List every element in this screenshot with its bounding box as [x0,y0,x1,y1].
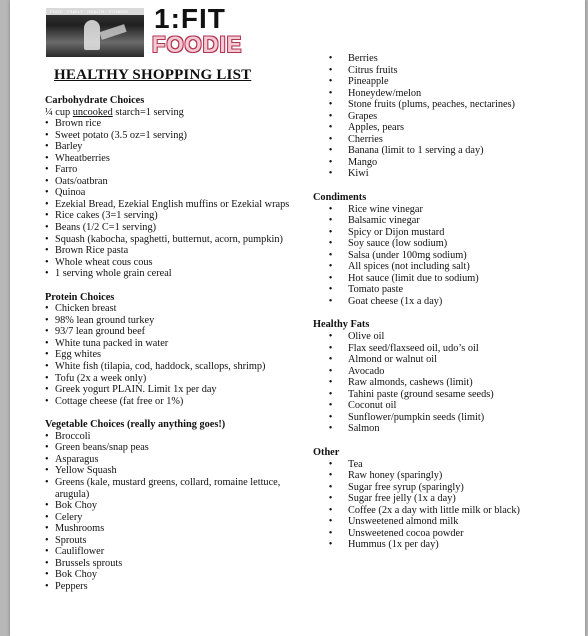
list-item-text: Barley [55,141,83,153]
logo-photo [46,8,144,57]
list-item [313,122,523,134]
bullet-icon: • [45,164,49,176]
bullet-icon: • [45,233,49,245]
list-item [313,354,523,366]
list-item-text: White tuna packed in water [55,337,169,349]
list-item-text: Tea [348,458,363,470]
bullet-icon: • [45,268,49,280]
bullet-icon: • [45,129,49,141]
list-item [45,569,295,581]
list-item [313,250,523,262]
list-item-text: Berries [348,53,378,64]
section-carbohydrates [45,95,295,280]
bullet-icon: • [45,534,49,546]
list-item-text: 1 serving whole grain cereal [55,268,172,280]
list-item [313,343,523,355]
list-item-text: Honeydew/melon [348,87,422,99]
condiment-items [313,204,523,308]
bullet-icon: • [328,156,333,168]
list-item-text: Sprouts [55,534,87,546]
list-item [45,454,295,466]
bullet-icon: • [45,303,49,315]
list-item [313,493,523,505]
list-item [45,581,295,593]
list-item [313,423,523,435]
section-heading: Other [313,446,340,458]
list-item [313,157,523,169]
bullet-icon: • [45,465,49,477]
bullet-icon: • [328,423,333,435]
list-item [45,268,295,280]
bullet-icon: • [45,384,49,396]
list-item-text: Greens (kale, mustard greens, collard, romaine lettuce, arugula) [55,476,281,500]
bullet-icon: • [45,256,49,268]
vegetable-items [45,431,295,593]
list-item-text: Salsa (under 100mg sodium) [348,249,467,261]
logo-brand-line2: FOODIE [152,32,243,57]
list-item [45,396,295,408]
bullet-icon: • [45,500,49,512]
list-item [313,88,523,100]
list-item [313,145,523,157]
right-column [313,53,523,563]
list-item [313,539,523,551]
list-item [45,361,295,373]
list-item [313,528,523,540]
bullet-icon: • [45,222,49,234]
list-item [313,389,523,401]
bullet-icon: • [328,388,333,400]
bullet-icon: • [328,411,333,423]
section-heading: Condiments [313,192,367,204]
list-item [45,431,295,443]
list-item [45,130,295,142]
bullet-icon: • [328,238,333,250]
list-item [313,400,523,412]
list-item [313,459,523,471]
bullet-icon: • [328,122,333,134]
list-item-text: Greek yogurt PLAIN. Limit 1x per day [55,384,217,396]
bullet-icon: • [328,203,333,215]
list-item [45,477,295,500]
bullet-icon: • [45,395,49,407]
section-heading: Healthy Fats [313,319,370,331]
document-title: HEALTHY SHOPPING LIST [54,67,252,83]
bullet-icon: • [328,168,333,180]
list-item-text: Ezekial Bread, Ezekial English muffins or Ezekial wraps [55,198,290,210]
list-item [313,111,523,123]
list-item [313,204,523,216]
list-item-text: Banana (limit to 1 serving a day) [348,145,484,157]
list-item-text: Bok Choy [55,569,98,581]
list-item [313,296,523,308]
bullet-icon: • [328,295,333,307]
list-item [45,303,295,315]
bullet-icon: • [328,76,333,88]
document-page [10,0,585,636]
bullet-icon: • [45,511,49,523]
bullet-icon: • [328,400,333,412]
list-item [313,65,523,77]
section-protein [45,292,295,407]
list-item-text: Coffee (2x a day with little milk or black) [348,504,520,516]
bullet-icon: • [328,284,333,296]
list-item-text: Sugar free jelly (1x a day) [348,493,456,505]
bullet-icon: • [328,133,333,145]
list-item [45,187,295,199]
list-item-text: Oats/oatbran [55,175,108,187]
bullet-icon: • [328,342,333,354]
list-item-text: Asparagus [55,453,99,465]
list-item-text: Soy sauce (low sodium) [348,238,448,250]
list-item-text: Brown Rice pasta [55,245,129,257]
list-item-text: Stone fruits (plums, peaches, nectarines) [348,99,515,111]
bullet-icon: • [45,326,49,338]
left-column [45,95,295,604]
list-item [45,523,295,535]
bullet-icon: • [328,481,333,493]
list-item-text: Avocado [348,365,385,377]
bullet-icon: • [328,365,333,377]
list-item-text: Peppers [55,580,88,592]
list-item-text: Kiwi [348,168,369,180]
list-item [45,338,295,350]
list-item [45,326,295,338]
list-item [313,505,523,517]
list-item [45,153,295,165]
logo-brand-line1: 1:FIT [154,3,226,34]
list-item [313,134,523,146]
bullet-icon: • [45,546,49,558]
list-item-text: Yellow Squash [55,465,117,477]
list-item-text: Grapes [348,110,378,122]
section-healthy-fats [313,319,523,434]
bullet-icon: • [45,349,49,361]
bullet-icon: • [328,145,333,157]
list-item-text: Unsweetened cocoa powder [348,527,464,539]
fruit-items [313,53,523,180]
list-item-text: Sunflower/pumpkin seeds (limit) [348,411,485,423]
list-item-text: Mango [348,156,378,168]
list-item [313,99,523,111]
bullet-icon: • [45,198,49,210]
list-item-text: Brussels sprouts [55,557,123,569]
list-item [45,512,295,524]
section-vegetables [45,419,295,592]
bullet-icon: • [45,337,49,349]
list-item-text: Apples, pears [348,122,405,134]
list-item [313,331,523,343]
list-item [45,257,295,269]
list-item-text: Sweet potato (3.5 oz=1 serving) [55,129,187,141]
section-fruits [313,53,523,180]
list-item [45,384,295,396]
list-item [313,273,523,285]
list-item-text: Tomato paste [348,284,404,296]
list-item-text: Raw almonds, cashews (limit) [348,377,473,389]
brand-logo [46,2,258,58]
bullet-icon: • [45,210,49,222]
list-item [45,245,295,257]
section-heading: Protein Choices [45,291,115,303]
list-item-text: Cauliflower [55,546,105,558]
list-item-text: Rice cakes (3=1 serving) [55,210,158,222]
bullet-icon: • [328,249,333,261]
list-item-text: Beans (1/2 C=1 serving) [55,222,157,234]
list-item-text: Cherries [348,133,383,145]
list-item [313,168,523,180]
list-item-text: Farro [55,164,78,176]
serving-note: ¼ cup uncooked starch=1 serving [45,106,184,118]
list-item [313,76,523,88]
list-item [45,234,295,246]
list-item [313,366,523,378]
list-item [45,118,295,130]
section-condiments [313,192,523,307]
bullet-icon: • [45,175,49,187]
list-item [313,284,523,296]
bullet-icon: • [328,539,333,551]
list-item-text: 98% lean ground turkey [55,314,155,326]
list-item [45,535,295,547]
bullet-icon: • [45,314,49,326]
list-item-text: Wheatberries [55,152,110,164]
list-item [45,210,295,222]
list-item [45,141,295,153]
bullet-icon: • [328,354,333,366]
list-item-text: Hot sauce (limit due to sodium) [348,272,479,284]
list-item-text: Squash (kabocha, spaghetti, butternut, acorn, pumpkin) [55,233,283,245]
bullet-icon: • [45,141,49,153]
list-item-text: White fish (tilapia, cod, haddock, scallops, shrimp) [55,361,266,373]
bullet-icon: • [328,527,333,539]
bullet-icon: • [328,110,333,122]
bullet-icon: • [45,152,49,164]
bullet-icon: • [45,523,49,535]
bullet-icon: • [45,442,49,454]
list-item [45,500,295,512]
bullet-icon: • [45,372,49,384]
list-item-text: Goat cheese (1x a day) [348,295,443,307]
list-item-text: Balsamic vinegar [348,215,420,227]
section-heading: Vegetable Choices (really anything goes!) [45,419,226,431]
list-item-text: Salmon [348,423,380,435]
list-item [313,227,523,239]
list-item-text: Egg whites [55,349,102,361]
list-item [45,164,295,176]
bullet-icon: • [45,187,49,199]
list-item [313,215,523,227]
bullet-icon: • [328,493,333,505]
list-item-text: Olive oil [348,331,385,343]
list-item [313,412,523,424]
list-item [313,377,523,389]
list-item-text: Coconut oil [348,400,397,412]
list-item-text: Quinoa [55,187,86,199]
list-item-text: Whole wheat cous cous [55,256,153,268]
list-item-text: Chicken breast [55,303,117,315]
bullet-icon: • [328,377,333,389]
carb-items [45,118,295,280]
list-item [45,442,295,454]
bullet-icon: • [328,64,333,76]
list-item-text: Spicy or Dijon mustard [348,226,445,238]
list-item [45,199,295,211]
list-item [45,349,295,361]
list-item-text: Mushrooms [55,523,105,535]
list-item-text: Bok Choy [55,500,98,512]
list-item-text: Almond or walnut oil [348,354,437,366]
bullet-icon: • [45,453,49,465]
list-item [313,482,523,494]
bullet-icon: • [45,245,49,257]
list-item [313,516,523,528]
bullet-icon: • [45,361,49,373]
list-item-text: Flax seed/flaxseed oil, udo’s oil [348,342,479,354]
list-item-text: Pineapple [348,76,389,88]
list-item-text: Citrus fruits [348,64,398,76]
list-item [45,222,295,234]
bullet-icon: • [328,226,333,238]
list-item-text: Tahini paste (ground sesame seeds) [348,388,494,400]
bullet-icon: • [45,569,49,581]
list-item-text: Brown rice [55,118,102,130]
list-item-text: Sugar free syrup (sparingly) [348,481,464,493]
bullet-icon: • [328,470,333,482]
logo-photo-band-text: FOOD · FAMILY · HEALTH · FITNESS [50,9,129,14]
bullet-icon: • [45,430,49,442]
list-item [45,176,295,188]
bullet-icon: • [328,516,333,528]
list-item [313,261,523,273]
list-item-text: Celery [55,511,83,523]
list-item-text: Cottage cheese (fat free or 1%) [55,395,184,407]
list-item [313,53,523,65]
fat-items [313,331,523,435]
protein-items [45,303,295,407]
bullet-icon: • [328,215,333,227]
bullet-icon: • [328,261,333,273]
bullet-icon: • [45,557,49,569]
bullet-icon: • [328,99,333,111]
bullet-icon: • [328,272,333,284]
list-item [313,470,523,482]
bullet-icon: • [45,476,49,488]
list-item [45,546,295,558]
list-item [45,465,295,477]
other-items [313,459,523,551]
bullet-icon: • [328,87,333,99]
list-item-text: All spices (not including salt) [348,261,470,273]
list-item-text: Unsweetened almond milk [348,516,459,528]
list-item-text: Rice wine vinegar [348,203,423,215]
list-item-text: Broccoli [55,430,91,442]
list-item [45,315,295,327]
list-item-text: Tofu (2x a week only) [55,372,147,384]
list-item-text: Raw honey (sparingly) [348,470,443,482]
bullet-icon: • [45,580,49,592]
bullet-icon: • [328,331,333,343]
list-item [45,558,295,570]
list-item [313,238,523,250]
list-item [45,373,295,385]
bullet-icon: • [328,53,333,64]
list-item-text: Green beans/snap peas [55,442,149,454]
section-other [313,447,523,551]
bullet-icon: • [328,458,333,470]
list-item-text: Hummus (1x per day) [348,539,439,551]
section-heading: Carbohydrate Choices [45,95,145,106]
bullet-icon: • [45,118,49,130]
bullet-icon: • [328,504,333,516]
list-item-text: 93/7 lean ground beef [55,326,146,338]
